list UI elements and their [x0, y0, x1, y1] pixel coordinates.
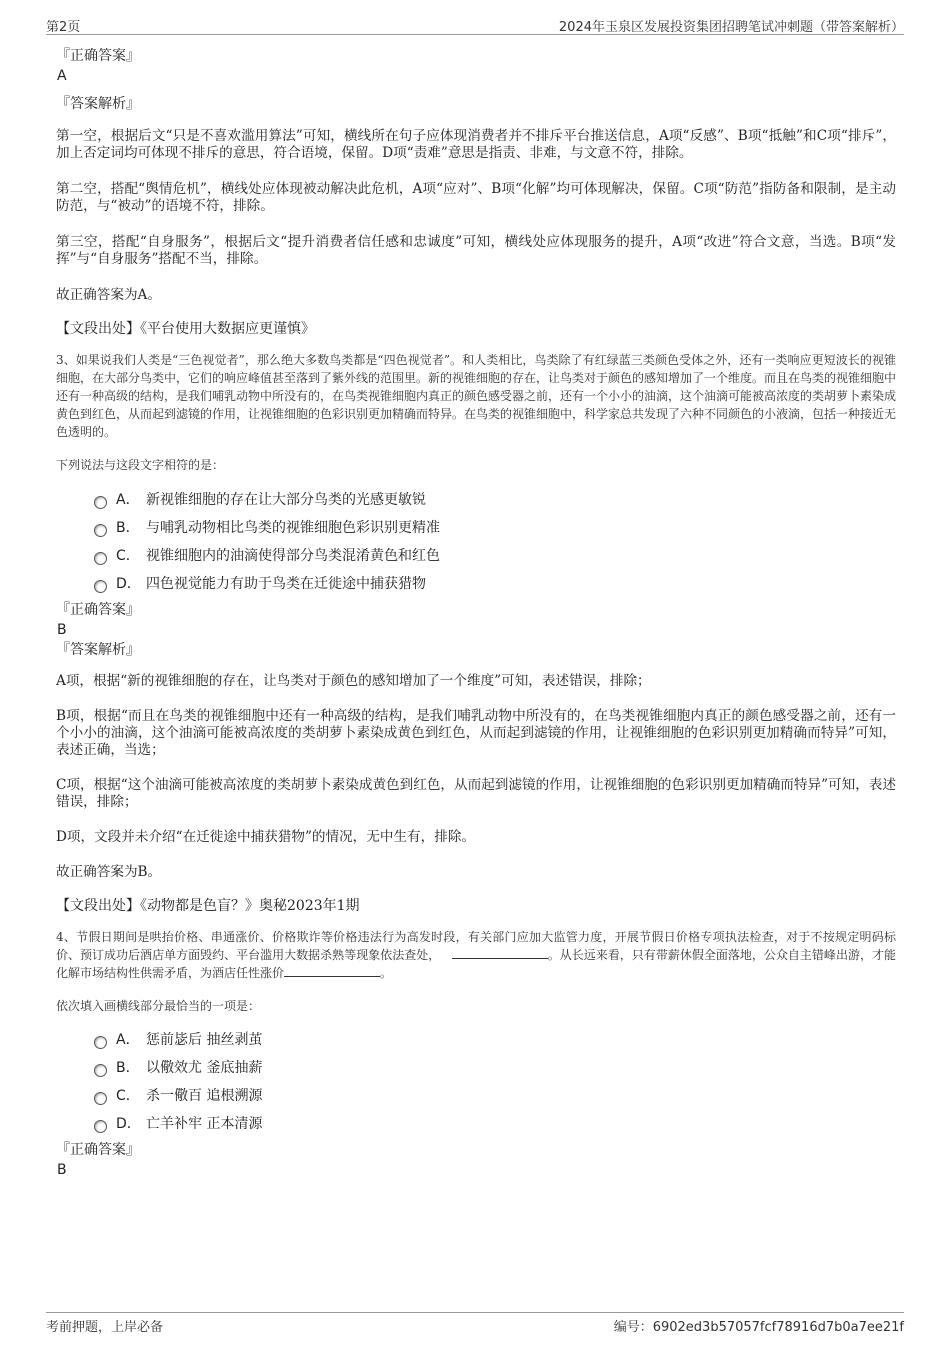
- question-stem: 3、如果说我们人类是“三色视觉者”，那么绝大多数鸟类都是“四色视觉者”。和人类相比，鸟类除了有红绿蓝三类颜色受体之外，还有一类响应更短波长的视锥细胞，在大部分鸟类中，它们的响应峰值甚至落到了紫外线的范围里。新的视锥细胞的存在，让鸟类对于颜色的感知增加了一个维度。而且在鸟类的视锥细胞中还有一种高级的结构，是我们哺乳动物中所没有的，在鸟类视锥细胞内真正的颜色感受器之前，还有一个小小的油滴，这个油滴可能被高浓度的类胡萝卜素染成黄色到红色，从而起到滤镜的作用，让视锥细胞的色彩识别更加精确而特异。在鸟类的视锥细胞中，科学家总共发现了六种不同颜色的小液滴，包括一种接近无色透明的。: [56, 353, 897, 439]
- option-b[interactable]: B． 以儆效尤 釜底抽薪: [94, 1053, 896, 1081]
- analysis-paragraph: A项，根据“新的视锥细胞的存在，让鸟类对于颜色的感知增加了一个维度”可知，表述错误，排除；: [56, 673, 651, 689]
- question-prompt: 下列说法与这段文字相符的是：: [56, 458, 225, 472]
- radio-button-icon[interactable]: [94, 1036, 107, 1049]
- radio-button-icon[interactable]: [94, 524, 107, 537]
- option-a[interactable]: A． 新视锥细胞的存在让大部分鸟类的光感更敏锐: [94, 485, 896, 513]
- correct-answer-value: B: [57, 622, 67, 638]
- question-prompt: 依次填入画横线部分最恰当的一项是：: [56, 999, 261, 1013]
- option-list: [56, 1025, 896, 1137]
- document-title: 2024年玉泉区发展投资集团招聘笔试冲刺题（带答案解析）: [558, 20, 904, 35]
- radio-button-icon[interactable]: [94, 496, 107, 509]
- analysis-paragraph: B项，根据“而且在鸟类的视锥细胞中还有一种高级的结构，是我们哺乳动物中所没有的，在鸟类视锥细胞内真正的颜色感受器之前，还有一个小小的油滴，这个油滴可能被高浓度的类胡萝卜素染成黄色到红色，从而起到滤镜的作用，让视锥细胞的色彩识别更加精确而特异”可知，表述正确，当选；: [56, 708, 896, 758]
- analysis-conclusion: 故正确答案为B。: [56, 864, 162, 880]
- radio-button-icon[interactable]: [94, 1120, 107, 1133]
- page-header: [46, 14, 904, 35]
- analysis-paragraph: 第一空，根据后文“只是不喜欢滥用算法”可知，横线所在句子应体现消费者并不排斥平台推送信息，A项“反感”、B项“抵触”和C项“排斥”，加上否定词均可体现不排斥的意思，符合语境，保留。D项“责难”意思是指责、非难，与文意不符，排除。: [56, 128, 896, 161]
- analysis-paragraph: 第三空，搭配“自身服务”，根据后文“提升消费者信任感和忠诚度”可知，横线处应体现服务的提升，A项“改进”符合文意，当选。B项“发挥”与“自身服务”搭配不当，排除。: [56, 234, 896, 267]
- analysis-label: 『答案解析』: [56, 96, 140, 112]
- option-c[interactable]: C． 视锥细胞内的油滴使得部分鸟类混淆黄色和红色: [94, 541, 896, 569]
- correct-answer-value: A: [57, 68, 67, 84]
- radio-button-icon[interactable]: [94, 1064, 107, 1077]
- analysis-label: 『答案解析』: [56, 642, 140, 658]
- option-d[interactable]: D． 亡羊补牢 正本清源: [94, 1109, 896, 1137]
- option-b[interactable]: B． 与哺乳动物相比鸟类的视锥细胞色彩识别更精准: [94, 513, 896, 541]
- correct-answer-label: 『正确答案』: [56, 48, 140, 64]
- fill-blank-2: [284, 964, 380, 977]
- radio-button-icon[interactable]: [94, 1092, 107, 1105]
- document-code: 编号：6902ed3b57057fcf78916d7b0a7ee21f: [613, 1320, 904, 1335]
- option-list: [56, 485, 896, 597]
- analysis-paragraph: C项，根据“这个油滴可能被高浓度的类胡萝卜素染成黄色到红色，从而起到滤镜的作用，让视锥细胞的色彩识别更加精确而特异”可知，表述错误，排除；: [56, 777, 896, 810]
- option-a[interactable]: A． 惩前毖后 抽丝剥茧: [94, 1025, 896, 1053]
- analysis-paragraph: D项，文段并未介绍“在迁徙途中捕获猎物”的情况，无中生有，排除。: [56, 829, 476, 845]
- page-footer: [46, 1312, 904, 1333]
- footer-slogan: 考前押题，上岸必备: [46, 1320, 164, 1335]
- page-number: 第2页: [46, 20, 81, 35]
- analysis-conclusion: 故正确答案为A。: [56, 287, 161, 303]
- correct-answer-label: 『正确答案』: [56, 602, 140, 618]
- fill-blank-1: [452, 946, 548, 959]
- correct-answer-value: B: [57, 1162, 67, 1178]
- question-stem: 4、节假日期间是哄抬价格、串通涨价、价格欺诈等价格违法行为高发时段，有关部门应加大监管力度，开展节假日价格专项执法检查，对于不按规定明码标价、预订成功后酒店单方面毁约、平台滥用大数据杀熟等现象依法查处， 。从长远来看，只有带薪休假全面落地，公众自主错峰出游，才能化解市场结构性供需矛盾，为酒店任性涨价 。: [56, 930, 896, 980]
- correct-answer-label: 『正确答案』: [56, 1142, 140, 1158]
- option-c[interactable]: C． 杀一儆百 追根溯源: [94, 1081, 896, 1109]
- page-content: [56, 46, 896, 1179]
- source-citation: 【文段出处】《动物都是色盲？》奥秘2023年1期: [56, 898, 360, 914]
- radio-button-icon[interactable]: [94, 552, 107, 565]
- radio-button-icon[interactable]: [94, 580, 107, 593]
- source-citation: 【文段出处】《平台使用大数据应更谨慎》: [56, 321, 315, 337]
- analysis-paragraph: 第二空，搭配“舆情危机”，横线处应体现被动解决此危机，A项“应对”、B项“化解”均可体现解决，保留。C项“防范”指防备和限制，是主动防范，与“被动”的语境不符，排除。: [56, 181, 896, 214]
- option-d[interactable]: D． 四色视觉能力有助于鸟类在迁徙途中捕获猎物: [94, 569, 896, 597]
